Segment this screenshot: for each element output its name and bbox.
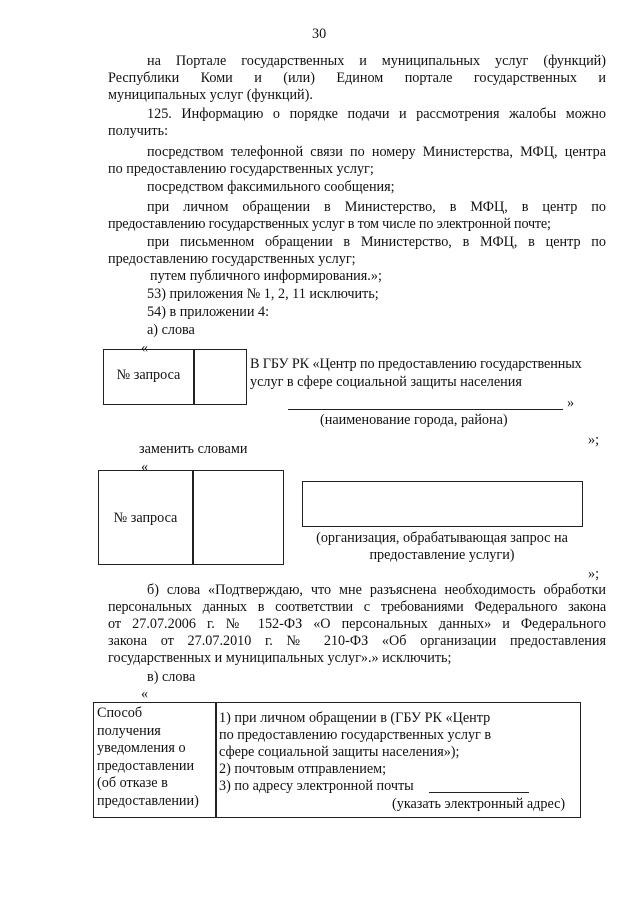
end-semicolon-1: »; xyxy=(588,432,600,448)
request-label-2: № запроса xyxy=(113,510,178,526)
org-line-1: В ГБУ РК «Центр по предоставлению государственных xyxy=(250,356,582,372)
p125-line-2: получить: xyxy=(108,123,169,139)
replace-label: заменить словами xyxy=(139,441,248,457)
email-caption: (указать электронный адрес) xyxy=(392,796,566,812)
intro-line-1: на Портале государственных и муниципальных услуг (функций) xyxy=(147,53,606,69)
intro-line-2: Республики Коми и (или) Едином портале государственных и xyxy=(108,70,606,86)
open-quote: « xyxy=(141,340,149,356)
item-54: 54) в приложении 4: xyxy=(147,304,270,320)
phone-line-1: посредством телефонной связи по номеру Министерства, МФЦ, центра xyxy=(147,144,606,160)
intro-line-3: муниципальных услуг (функций). xyxy=(108,87,313,103)
end-semicolon-2: »; xyxy=(588,566,600,582)
org-caption-1: (организация, обрабатывающая запрос на xyxy=(316,530,568,546)
p125-line-1: 125. Информацию о порядке подачи и рассмотрения жалобы можно xyxy=(147,106,606,122)
option-1-line-3: сфере социальной защиты населения»); xyxy=(219,744,460,760)
fax-line: посредством факсимильного сообщения; xyxy=(147,179,395,195)
item-b-line-4: закона от 27.07.2010 г. № 210-ФЗ «Об организации предоставления xyxy=(108,633,606,649)
open-quote-3: « xyxy=(141,686,149,702)
phone-line-2: по предоставлению государственных услуг; xyxy=(108,161,374,177)
open-quote-2: « xyxy=(141,459,149,475)
org-caption-2: предоставление услуги) xyxy=(369,547,515,563)
public-line: путем публичного информирования.»; xyxy=(150,268,382,284)
item-b-line-2: персональных данных в соответствии с требованиями Федерального закона xyxy=(108,599,606,615)
request-label: № запроса xyxy=(116,367,181,383)
item-b-line-1: б) слова «Подтверждаю, что мне разъяснена необходимость обработки xyxy=(147,582,606,598)
item-v: в) слова xyxy=(147,669,196,685)
written-line-1: при письменном обращении в Министерство, в МФЦ, в центр по xyxy=(147,234,606,250)
option-1-line-1: 1) при личном обращении в (ГБУ РК «Центр xyxy=(219,710,491,726)
item-a: а) слова xyxy=(147,322,195,338)
email-underline xyxy=(429,792,529,793)
city-caption: (наименование города, района) xyxy=(320,412,508,428)
option-1-line-2: по предоставлению государственных услуг в xyxy=(219,727,492,743)
item-53: 53) приложения № 1, 2, 11 исключить; xyxy=(147,286,379,302)
notification-method-label: Способ получения уведомления о предоставлении (об отказе в предоставлении) xyxy=(97,705,199,809)
page-number: 30 xyxy=(312,26,327,42)
close-quote: » xyxy=(567,395,575,411)
option-3: 3) по адресу электронной почты xyxy=(219,778,414,794)
request-number-cell xyxy=(193,349,247,405)
personal-line-1: при личном обращении в Министерство, в МФЦ, в центр по xyxy=(147,199,606,215)
written-line-2: предоставлению государственных услуг; xyxy=(108,251,356,267)
item-b-line-5: государственных и муниципальных услуг».» исключить; xyxy=(108,650,452,666)
organization-box xyxy=(302,481,583,527)
personal-line-2: предоставлению государственных услуг в том числе по электронной почте; xyxy=(108,216,551,232)
city-underline xyxy=(288,409,563,410)
option-2: 2) почтовым отправлением; xyxy=(219,761,387,777)
org-line-2: услуг в сфере социальной защиты населения xyxy=(250,374,522,390)
item-b-line-3: от 27.07.2006 г. № 152-ФЗ «О персональных данных» и Федерального xyxy=(108,616,606,632)
request-number-cell-2 xyxy=(192,470,284,565)
